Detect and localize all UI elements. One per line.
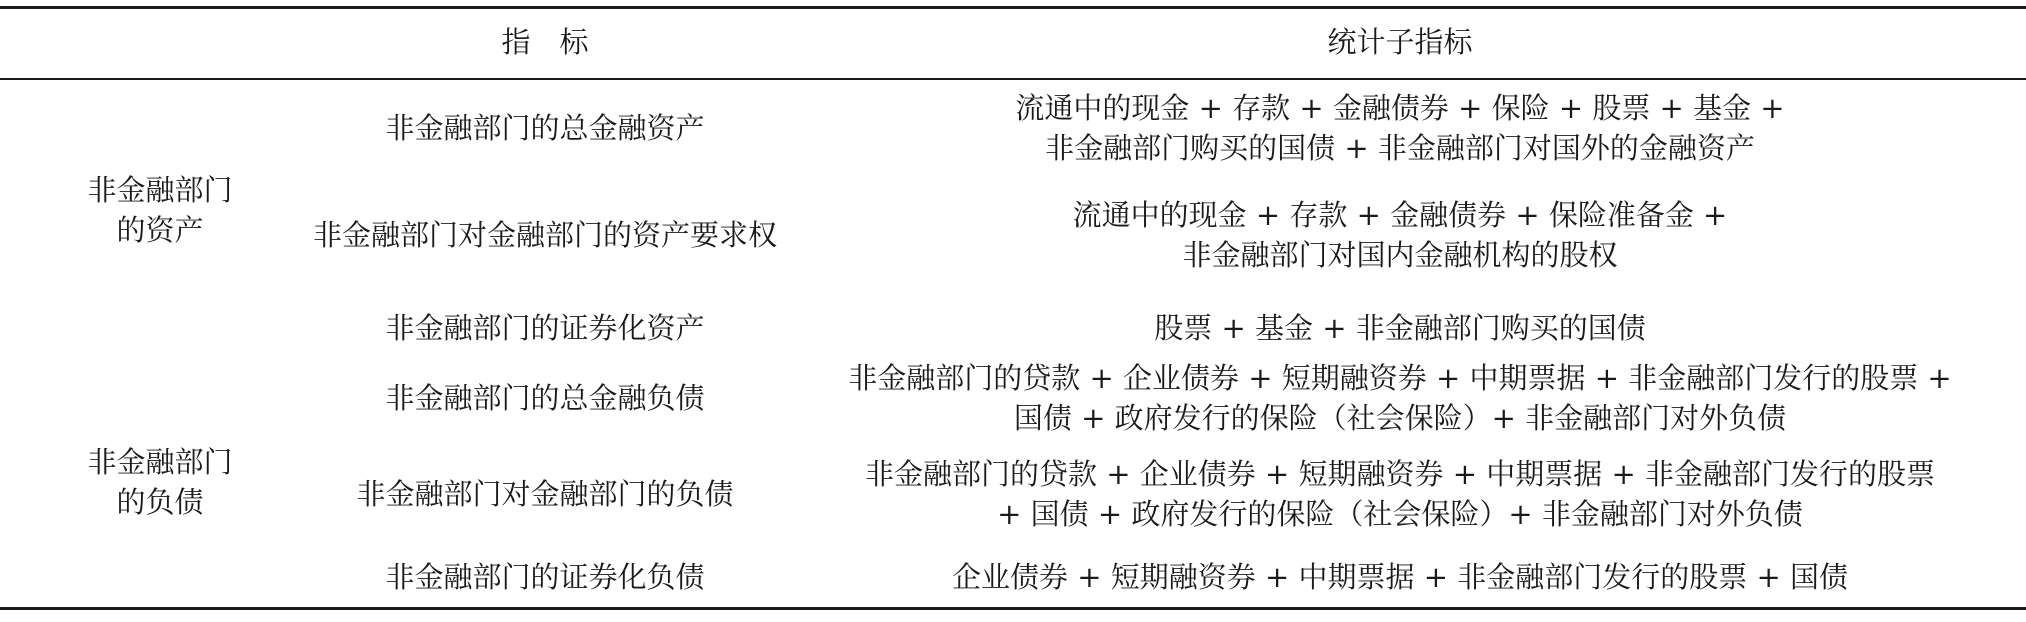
header-indicator: 指 标 <box>501 25 589 59</box>
sub-indicator-cell: 非金融部门的贷款 + 企业债券 + 短期融资券 + 中期票据 + 非金融部门发行的股票 + 国债 + 政府发行的保险（社会保险）+ 非金融部门对外负债 <box>865 457 1935 531</box>
table-top-rule <box>0 6 2026 9</box>
header-sub-indicator: 统计子指标 <box>1327 25 1473 59</box>
table-header-rule <box>0 78 2026 80</box>
indicator-cell: 非金融部门对金融部门的资产要求权 <box>312 218 778 252</box>
indicator-cell: 非金融部门的总金融资产 <box>385 111 705 145</box>
indicator-cell: 非金融部门的证券化资产 <box>385 311 705 345</box>
indicator-cell: 非金融部门的总金融负债 <box>385 381 705 415</box>
group-label-liabilities: 非金融部门 的负债 <box>87 445 233 519</box>
indicator-cell: 非金融部门的证券化负债 <box>385 560 705 594</box>
group-label-assets: 非金融部门 的资产 <box>87 173 233 247</box>
sub-indicator-cell: 企业债券 + 短期融资券 + 中期票据 + 非金融部门发行的股票 + 国债 <box>952 560 1848 594</box>
sub-indicator-cell: 股票 + 基金 + 非金融部门购买的国债 <box>1154 311 1646 345</box>
indicator-cell: 非金融部门对金融部门的负债 <box>356 477 734 511</box>
sub-indicator-cell: 非金融部门的贷款 + 企业债券 + 短期融资券 + 中期票据 + 非金融部门发行的股票 + 国债 + 政府发行的保险（社会保险）+ 非金融部门对外负债 <box>848 361 1952 435</box>
table-bottom-rule <box>0 607 2026 610</box>
sub-indicator-cell: 流通中的现金 + 存款 + 金融债券 + 保险准备金 + 非金融部门对国内金融机构的股权 <box>1072 198 1728 272</box>
sub-indicator-cell: 流通中的现金 + 存款 + 金融债券 + 保险 + 股票 + 基金 + 非金融部门购买的国债 + 非金融部门对国外的金融资产 <box>1015 91 1785 165</box>
